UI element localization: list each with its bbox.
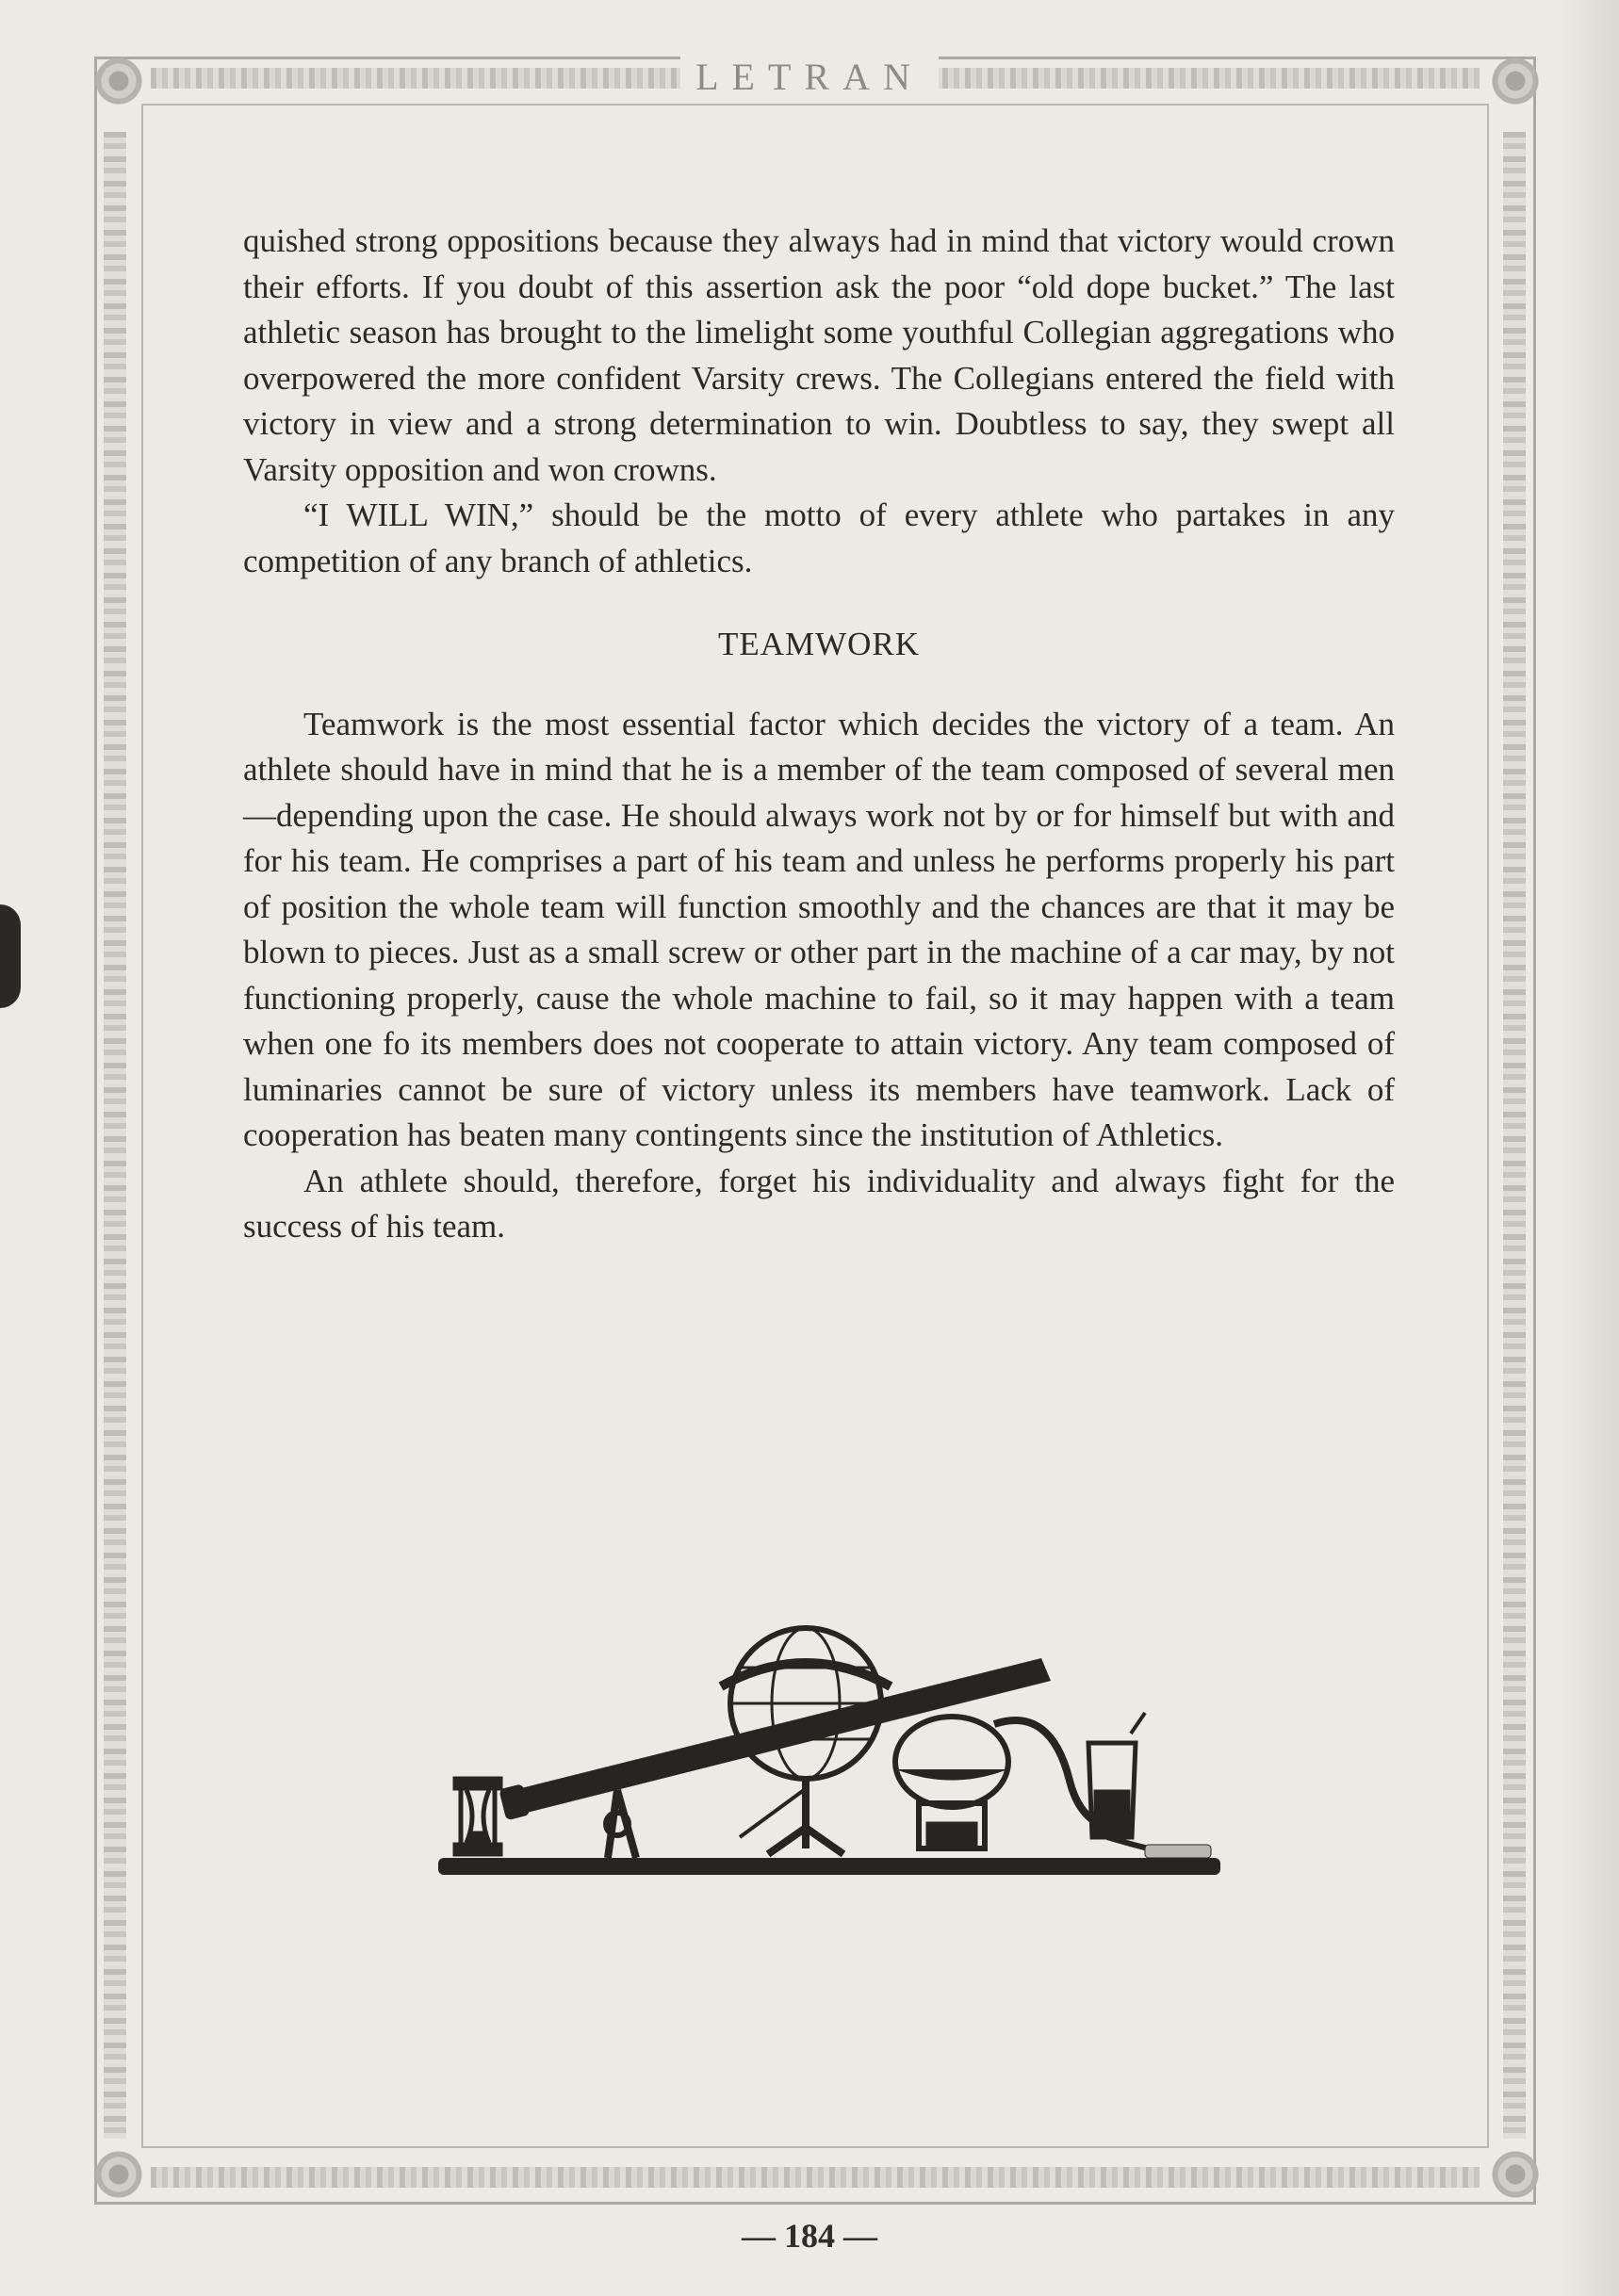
scan-blot	[0, 904, 21, 1008]
bottom-ornament-band	[151, 2167, 1480, 2188]
hourglass-icon	[455, 1779, 500, 1854]
page-number: — 184 —	[742, 2217, 877, 2255]
shelf-base	[438, 1858, 1220, 1875]
corner-ornament	[1489, 2148, 1542, 2201]
article-body	[243, 219, 1395, 1250]
running-header	[0, 55, 1619, 99]
right-ornament-band	[1503, 132, 1526, 2139]
paragraph: Teamwork is the most essential factor which decides the victory of a team. An athlete should have in mind that he is a member of the team composed of several men—depending upon the case. He should always work not by or for himself but with and for his team. He comprises a part of his team and unless he performs properly his part of position the whole team will function smoothly and the chances are that it may be blown to pieces. Just as a small screw or other part in the machine of a car may, by not functioning properly, cause the whole machine to fail, so it may happen with a team when one fo its members does not cooperate to attain victory. Any team composed of luminaries cannot be sure of victory unless its members have teamwork. Lack of cooperation has beaten many contingents since the institution of Athletics.	[243, 705, 1395, 1153]
paragraph: An athlete should, therefore, forget his individuality and always fight for the success of his team.	[243, 1162, 1395, 1245]
corner-ornament	[92, 2148, 145, 2201]
running-header-text: LETRAN	[680, 56, 939, 98]
section-heading: TEAMWORK	[717, 626, 921, 662]
science-instruments-illustration	[429, 1602, 1230, 1903]
beaker-icon	[1088, 1713, 1211, 1858]
scan-edge	[1560, 0, 1619, 2296]
left-ornament-band	[104, 132, 126, 2139]
paragraph: quished strong oppositions because they always had in mind that victory would crown their efforts. If you doubt of this assertion ask the poor “old dope bucket.” The last athletic season has brought to the limelight some youthful Collegian aggregations who overpowered the more confident Varsity crews. The Collegians entered the field with victory in view and a strong determination to win. Doubtless to say, they swept all Varsity opposition and won crowns.	[243, 222, 1395, 488]
flask-icon	[895, 1717, 1107, 1848]
paragraph: “I WILL WIN,” should be the motto of every athlete who partakes in any competition of any branch of athletics.	[243, 497, 1395, 579]
